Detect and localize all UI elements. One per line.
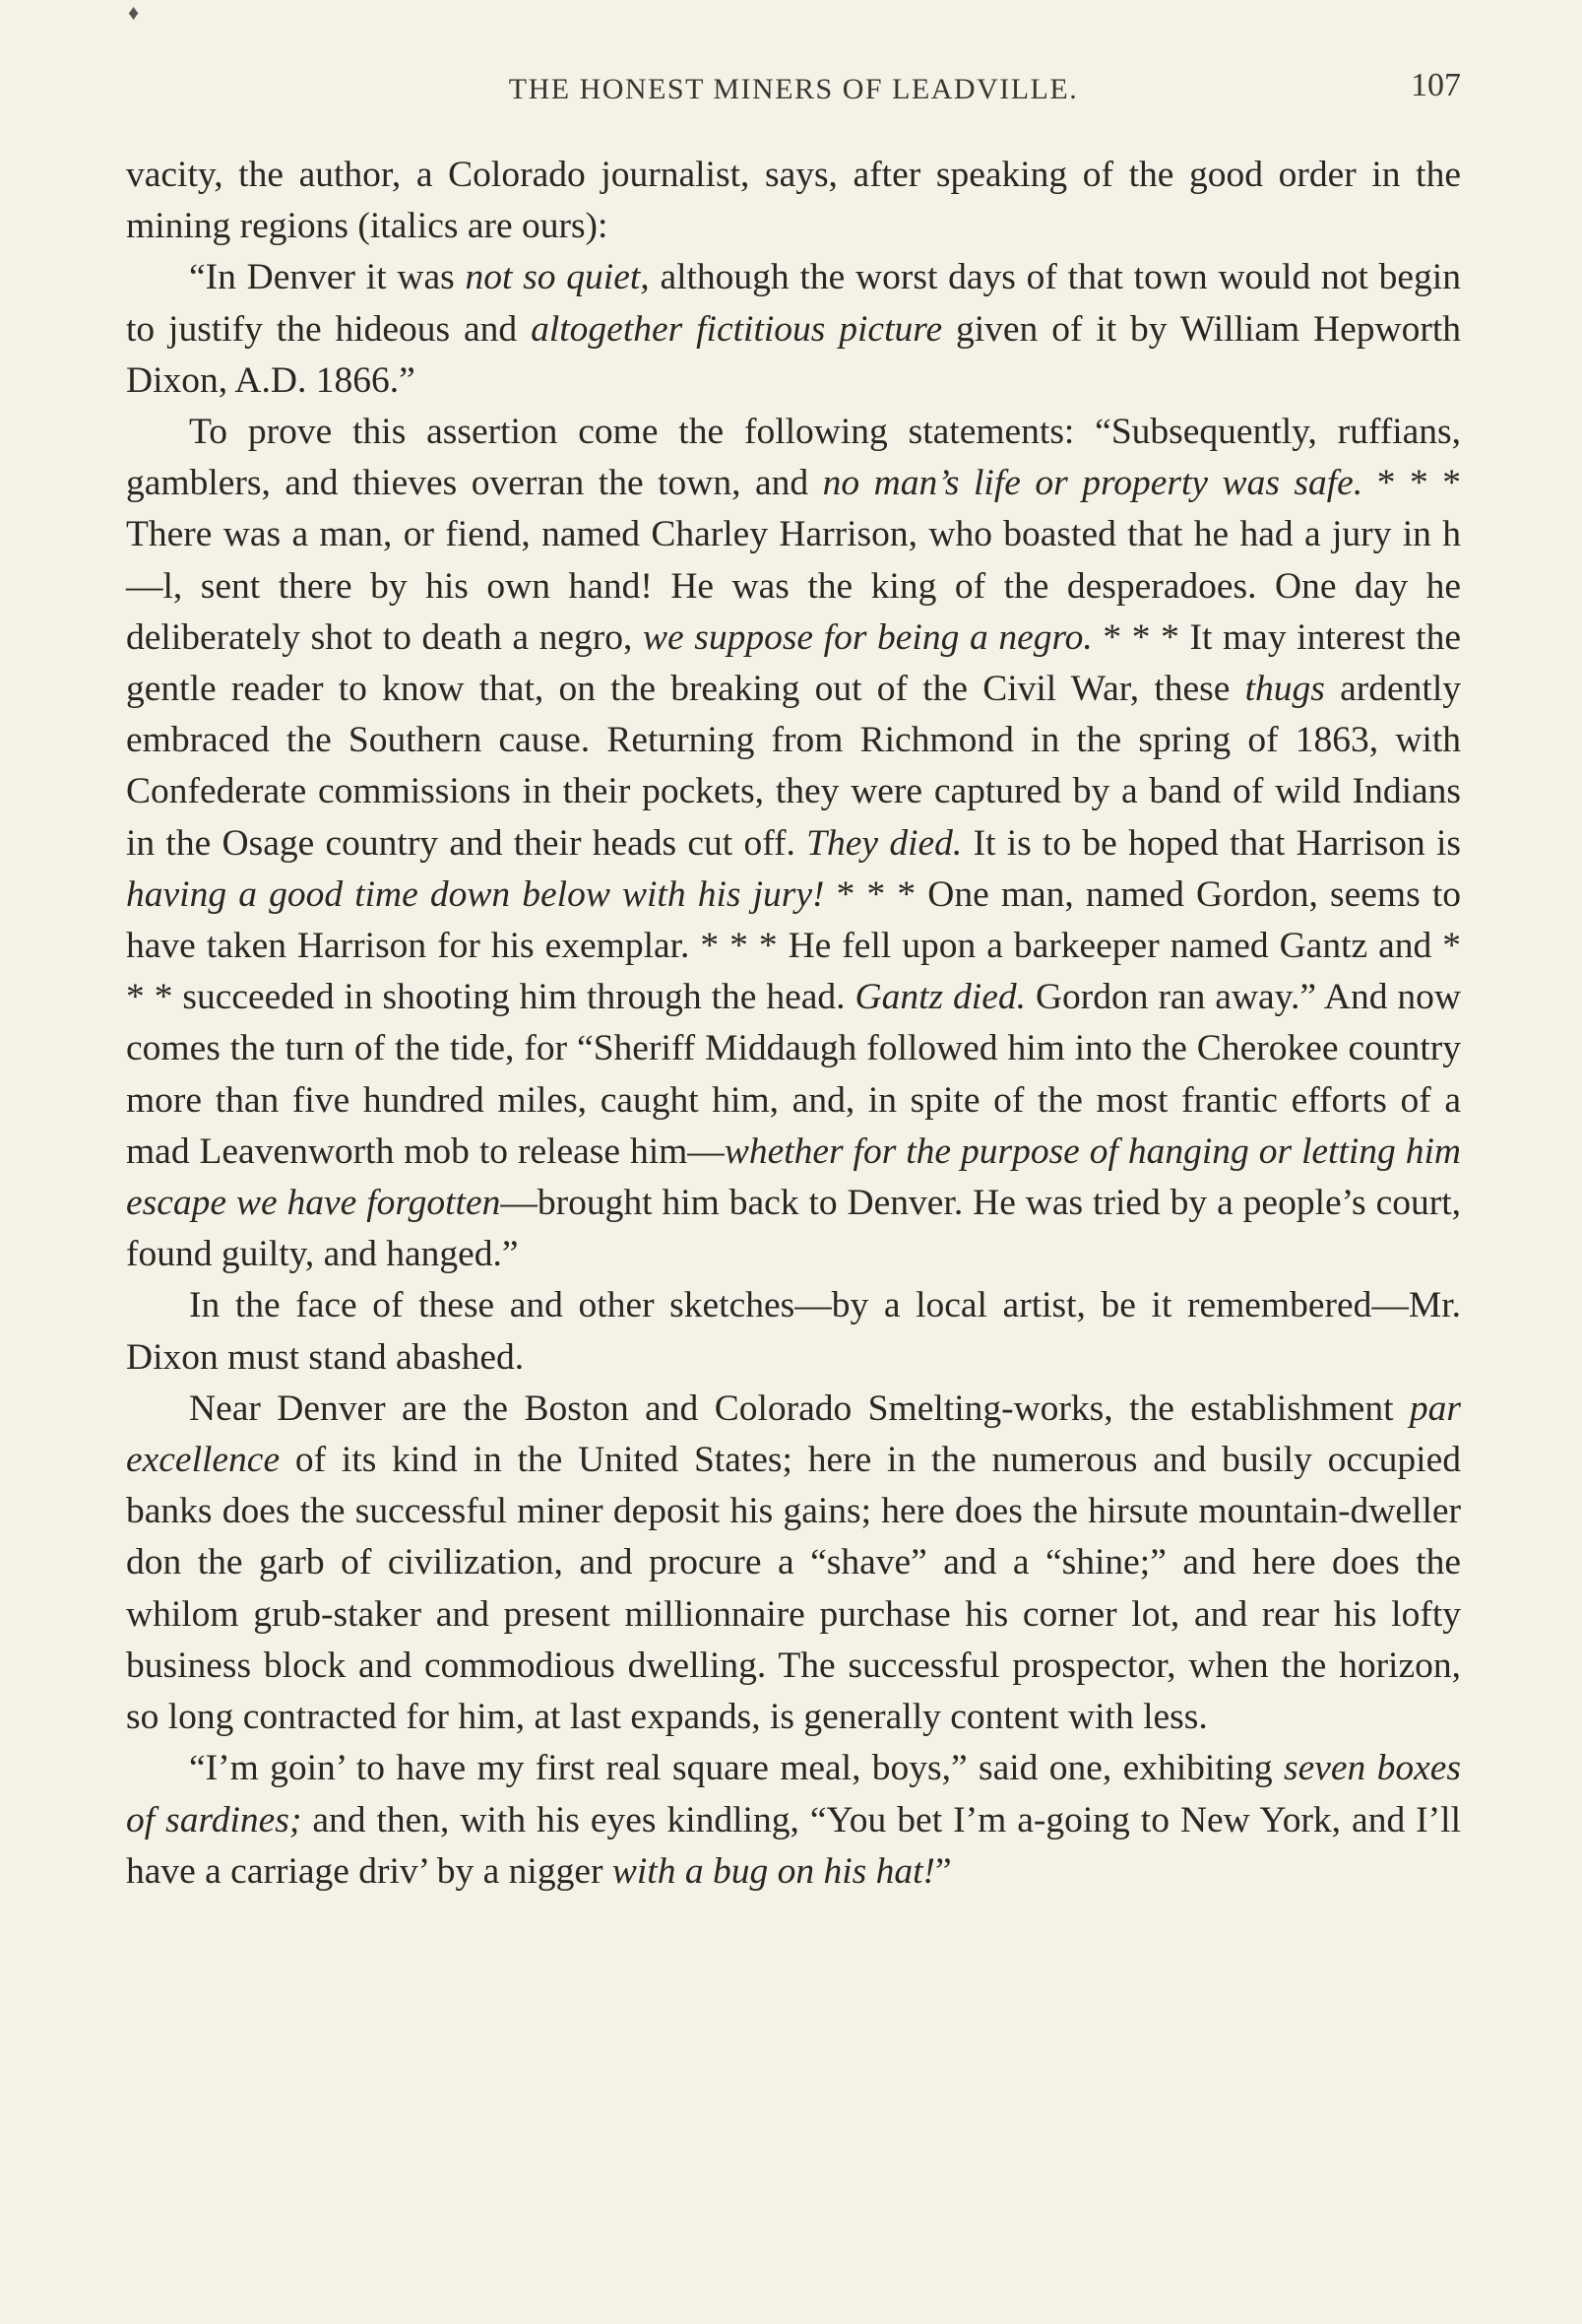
italic-text: with a bug on his hat! [611, 1850, 935, 1892]
text-run: In the face of these and other sketches—by a local artist, be it remembered—Mr. Dixon must stand abashed. [126, 1285, 1461, 1378]
text-run: ” [935, 1850, 952, 1892]
text-run: vacity, the author, a Colorado journalist, says, after speaking of the good order in the mining regions (italics are ours): [126, 155, 1461, 247]
text-run: Gordon ran away.” And now comes the turn of the tide, for “Sheriff Middaugh followed him into the Cherokee country more than five hundred miles, caught him, and, in spite of the most frantic efforts of a mad Leavenworth mob to release him— [126, 977, 1462, 1172]
text-run: “I’m goin’ to have my first real square meal, boys,” said one, exhibiting [189, 1748, 1284, 1789]
paragraph [126, 1280, 1461, 1383]
paragraph [126, 1743, 1461, 1898]
text-run: and then, with his eyes kindling, “You bet I’m a-going to New York, and I’ll have a carriage driv’ by a nigger [126, 1799, 1461, 1892]
text-run: —brought him back to Denver. He was tried by a people’s court, found guilty, and hanged.” [126, 1183, 1462, 1275]
italic-text: whether for the purpose of hanging or letting him escape we have forgotten [126, 1130, 1461, 1224]
book-page [126, 61, 1461, 1898]
print-mark: ♦ [128, 0, 140, 25]
body-text [126, 150, 1461, 1898]
text-run: although the worst days of that town would not begin to justify the hideous and [126, 257, 1461, 350]
text-run: given of it by William Hepworth Dixon, A.D. 1866.” [126, 308, 1461, 401]
text-run: “In Denver it was [189, 257, 466, 298]
paragraph [126, 150, 1461, 252]
text-run: It is to be hoped that Harrison is [962, 822, 1461, 864]
running-head [126, 61, 1461, 130]
text-run: * * * One man, named Gordon, seems to have taken Harrison for his exemplar. * * * He fell upon a barkeeper named Gantz and * * * succeeded in shooting him through the head. [126, 873, 1461, 1018]
text-run: Near Denver are the Boston and Colorado Smelting-works, the establishment [189, 1388, 1410, 1429]
paragraph [126, 407, 1461, 1280]
text-run: * * * It may interest the gentle reader to know that, on the breaking out of the Civil War, these [126, 616, 1461, 710]
text-run: of its kind in the United States; here in the numerous and busily occupied banks does the successful miner deposit his gains; here does the hirsute mountain-dweller don the garb of civilization, and procure a “shave” and a “shine;” and here does the whilom grub-staker and present millionnaire purchase his corner lot, and rear his lofty business block and commodious dwelling. The successful prospector, when the horizon, so long contracted for him, at last expands, is generally content with less. [126, 1440, 1461, 1738]
italic-text: They died. [806, 822, 963, 864]
running-title: THE HONEST MINERS OF LEADVILLE. [508, 73, 1079, 105]
italic-text: seven boxes of sardines; [126, 1748, 1461, 1840]
text-run: * * * There was a man, or fiend, named Charley Harrison, who boasted that he had a jury in h—l, sent there by his own hand! He was the king of the desperadoes. One day he deliberately shot to death a negro, [126, 463, 1462, 658]
italic-text: Gantz died. [854, 977, 1026, 1018]
paragraph [126, 252, 1461, 407]
italic-text: altogether fictitious picture [531, 308, 943, 350]
italic-text: par excellence [126, 1388, 1461, 1481]
italic-text: not so quiet, [465, 257, 650, 298]
italic-text: thugs [1244, 669, 1325, 710]
paragraph [126, 1384, 1461, 1743]
text-run: ardently embraced the Southern cause. Returning from Richmond in the spring of 1863, with Confederate commissions in their pockets, they were captured by a band of wild Indians in the Osage country and their heads cut off. [126, 669, 1461, 864]
text-run: To prove this assertion come the following statements: “Subsequently, ruffians, gamblers, and thieves overran the town, and [126, 412, 1461, 504]
italic-text: we suppose for being a negro. [642, 616, 1093, 658]
italic-text: having a good time down below with his jury! [126, 873, 825, 915]
page-number: 107 [1411, 67, 1461, 103]
italic-text: no man’s life or property was safe. [822, 463, 1363, 504]
